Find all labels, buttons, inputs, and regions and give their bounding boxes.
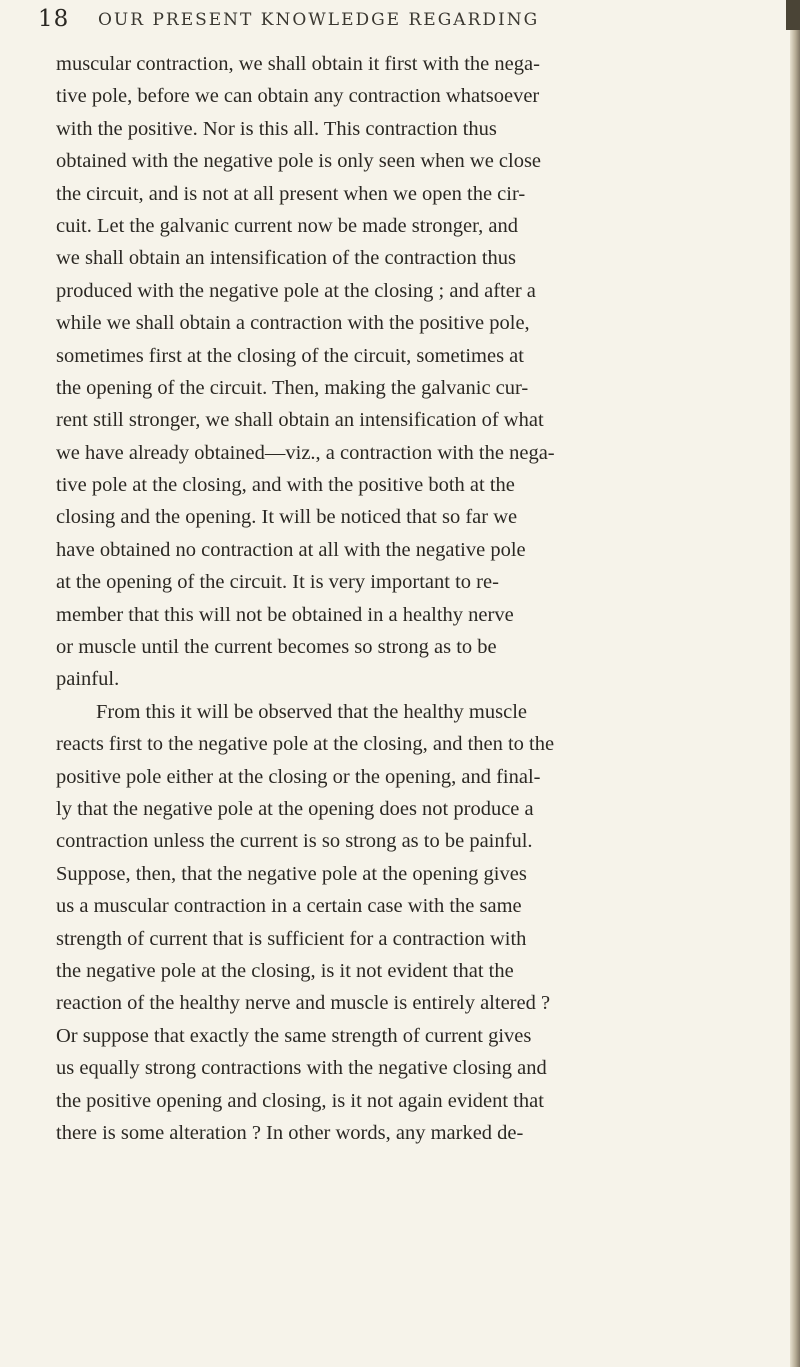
text-line: strength of current that is sufficient for a contraction with xyxy=(56,927,527,950)
text-line: there is some alteration ? In other words, any marked de- xyxy=(56,1121,524,1144)
text-line: cuit. Let the galvanic current now be made stronger, and xyxy=(56,214,518,237)
text-line: muscular contraction, we shall obtain it first with the nega- xyxy=(56,53,540,75)
page-edge-shadow xyxy=(790,0,800,1367)
text-line: ly that the negative pole at the opening does not produce a xyxy=(56,797,534,820)
text-line: From this it will be observed that the healthy muscle xyxy=(96,700,527,723)
text-line: us a muscular contraction in a certain case with the same xyxy=(56,895,522,918)
text-line: reacts first to the negative pole at the closing, and then to the xyxy=(56,733,555,756)
text-line: rent still stronger, we shall obtain an intensification of what xyxy=(56,409,544,432)
text-line: member that this will not be obtained in a healthy nerve xyxy=(56,603,514,626)
text-line: sometimes first at the closing of the circuit, sometimes at xyxy=(56,344,524,367)
text-line: the negative pole at the closing, is it not evident that the xyxy=(56,959,514,982)
text-line: the circuit, and is not at all present when we open the cir- xyxy=(56,182,526,205)
text-line: at the opening of the circuit. It is very important to re- xyxy=(56,571,499,594)
text-line: us equally strong contractions with the negative closing and xyxy=(56,1057,547,1080)
text-line: contraction unless the current is so strong as to be painful. xyxy=(56,830,533,853)
text-line: with the positive. Nor is this all. This contraction thus xyxy=(56,117,497,140)
text-line: while we shall obtain a contraction with the positive pole, xyxy=(56,312,530,335)
text-line: the opening of the circuit. Then, making the galvanic cur- xyxy=(56,376,529,399)
text-line: positive pole either at the closing or the opening, and final- xyxy=(56,765,541,788)
text-line: painful. xyxy=(56,668,120,691)
text-line: reaction of the healthy nerve and muscle is entirely altered ? xyxy=(56,992,551,1015)
text-line: obtained with the negative pole is only seen when we close xyxy=(56,150,542,173)
text-line: or muscle until the current becomes so strong as to be xyxy=(56,636,497,659)
running-head-title: OUR PRESENT KNOWLEDGE REGARDING xyxy=(98,10,540,30)
text-line: tive pole at the closing, and with the positive both at the xyxy=(56,474,515,497)
running-head xyxy=(38,6,728,42)
page-number: 18 xyxy=(38,6,70,32)
page-edge-corner xyxy=(786,0,800,30)
body-text xyxy=(56,48,728,1149)
text-line: tive pole, before we can obtain any contraction whatsoever xyxy=(56,85,540,108)
text-line: we shall obtain an intensification of the contraction thus xyxy=(56,247,516,270)
text-line: Or suppose that exactly the same strength of current gives xyxy=(56,1024,532,1047)
text-line: the positive opening and closing, is it not again evident that xyxy=(56,1089,544,1112)
text-line: Suppose, then, that the negative pole at the opening gives xyxy=(56,862,527,885)
text-line: closing and the opening. It will be noticed that so far we xyxy=(56,506,518,529)
text-line: have obtained no contraction at all with the negative pole xyxy=(56,538,526,561)
text-line: produced with the negative pole at the closing ; and after a xyxy=(56,279,536,302)
text-line: we have already obtained—viz., a contraction with the nega- xyxy=(56,441,555,464)
